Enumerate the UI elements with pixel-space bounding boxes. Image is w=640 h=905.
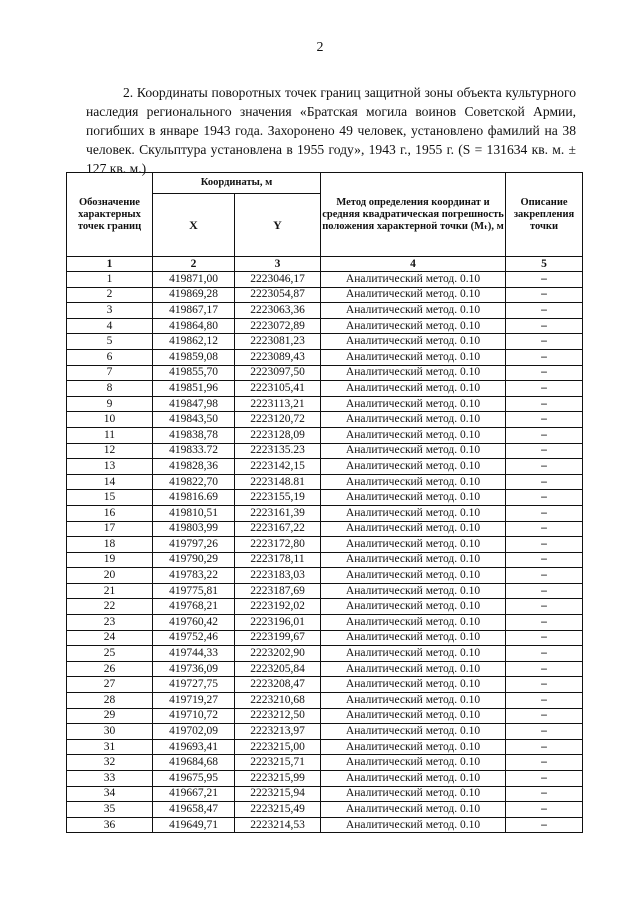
cell-y-coordinate: 2223183,03 [235,568,321,584]
cell-fixing-description: – [506,568,583,584]
cell-x-coordinate: 419693,41 [153,739,235,755]
table-row [67,568,583,584]
header-method: Метод определения координат и средняя квадратическая погрешность положения характерной точки (Mₜ), м [321,173,506,257]
cell-x-coordinate: 419702,09 [153,724,235,740]
cell-point-number: 23 [67,615,153,631]
cell-fixing-description: – [506,786,583,802]
cell-method: Аналитический метод. 0.10 [321,303,506,319]
cell-y-coordinate: 2223215,71 [235,755,321,771]
column-number: 1 [67,257,153,272]
cell-method: Аналитический метод. 0.10 [321,755,506,771]
table-row [67,490,583,506]
cell-method: Аналитический метод. 0.10 [321,272,506,288]
cell-fixing-description: – [506,661,583,677]
cell-x-coordinate: 419658,47 [153,802,235,818]
cell-point-number: 5 [67,334,153,350]
cell-method: Аналитический метод. 0.10 [321,677,506,693]
cell-fixing-description: – [506,334,583,350]
cell-fixing-description: – [506,412,583,428]
table-row [67,287,583,303]
cell-fixing-description: – [506,443,583,459]
cell-x-coordinate: 419810,51 [153,505,235,521]
cell-point-number: 26 [67,661,153,677]
table-row [67,755,583,771]
cell-y-coordinate: 2223142,15 [235,459,321,475]
table-row [67,521,583,537]
cell-y-coordinate: 2223210,68 [235,693,321,709]
cell-y-coordinate: 2223215,49 [235,802,321,818]
cell-fixing-description: – [506,802,583,818]
cell-x-coordinate: 419675,95 [153,771,235,787]
cell-y-coordinate: 2223148.81 [235,474,321,490]
cell-y-coordinate: 2223213,97 [235,724,321,740]
cell-method: Аналитический метод. 0.10 [321,318,506,334]
cell-x-coordinate: 419838,78 [153,427,235,443]
cell-y-coordinate: 2223097,50 [235,365,321,381]
cell-point-number: 9 [67,396,153,412]
cell-method: Аналитический метод. 0.10 [321,381,506,397]
cell-y-coordinate: 2223063,36 [235,303,321,319]
cell-point-number: 30 [67,724,153,740]
intro-paragraph [86,83,576,179]
table-row [67,318,583,334]
header-x: X [153,194,235,257]
cell-method: Аналитический метод. 0.10 [321,459,506,475]
cell-x-coordinate: 419783,22 [153,568,235,584]
cell-y-coordinate: 2223054,87 [235,287,321,303]
cell-fixing-description: – [506,537,583,553]
cell-x-coordinate: 419843,50 [153,412,235,428]
cell-method: Аналитический метод. 0.10 [321,817,506,833]
cell-point-number: 7 [67,365,153,381]
cell-point-number: 36 [67,817,153,833]
cell-x-coordinate: 419752,46 [153,630,235,646]
cell-x-coordinate: 419736,09 [153,661,235,677]
cell-x-coordinate: 419775,81 [153,583,235,599]
table-row [67,583,583,599]
cell-point-number: 31 [67,739,153,755]
cell-method: Аналитический метод. 0.10 [321,786,506,802]
header-y: Y [235,194,321,257]
table-row [67,412,583,428]
table-row [67,552,583,568]
cell-x-coordinate: 419855,70 [153,365,235,381]
table-row [67,786,583,802]
table-row [67,615,583,631]
cell-point-number: 21 [67,583,153,599]
cell-y-coordinate: 2223205,84 [235,661,321,677]
cell-point-number: 12 [67,443,153,459]
cell-y-coordinate: 2223215,99 [235,771,321,787]
cell-x-coordinate: 419871,00 [153,272,235,288]
cell-point-number: 34 [67,786,153,802]
cell-fixing-description: – [506,739,583,755]
cell-y-coordinate: 2223199,67 [235,630,321,646]
table-row [67,474,583,490]
cell-y-coordinate: 2223120,72 [235,412,321,428]
cell-point-number: 18 [67,537,153,553]
cell-fixing-description: – [506,817,583,833]
table-row [67,272,583,288]
cell-y-coordinate: 2223113,21 [235,396,321,412]
cell-method: Аналитический метод. 0.10 [321,552,506,568]
cell-fixing-description: – [506,396,583,412]
cell-y-coordinate: 2223046,17 [235,272,321,288]
cell-point-number: 14 [67,474,153,490]
cell-point-number: 2 [67,287,153,303]
cell-fixing-description: – [506,303,583,319]
table-row [67,739,583,755]
table-row [67,724,583,740]
cell-method: Аналитический метод. 0.10 [321,427,506,443]
table-row [67,396,583,412]
cell-y-coordinate: 2223192,02 [235,599,321,615]
cell-x-coordinate: 419790,29 [153,552,235,568]
table-row [67,443,583,459]
cell-method: Аналитический метод. 0.10 [321,412,506,428]
cell-x-coordinate: 419859,08 [153,349,235,365]
cell-x-coordinate: 419727,75 [153,677,235,693]
cell-point-number: 27 [67,677,153,693]
cell-method: Аналитический метод. 0.10 [321,615,506,631]
cell-method: Аналитический метод. 0.10 [321,630,506,646]
cell-y-coordinate: 2223081,23 [235,334,321,350]
cell-y-coordinate: 2223089,43 [235,349,321,365]
intro-text: 2. Координаты поворотных точек границ защитной зоны объекта культурного наследия регионального значения «Братская могила воинов Советской Армии, погибших в январе 1943 года. Захоронено 49 человек, установлено фамилий на 38 человек. Скульптура установлена в 1955 году», 1943 г., 1955 г. (S = 131634 кв. м. ± 127 кв. м.) [86,84,576,177]
table-row [67,537,583,553]
cell-method: Аналитический метод. 0.10 [321,724,506,740]
cell-x-coordinate: 419744,33 [153,646,235,662]
cell-method: Аналитический метод. 0.10 [321,708,506,724]
cell-y-coordinate: 2223135.23 [235,443,321,459]
cell-method: Аналитический метод. 0.10 [321,802,506,818]
page-number: 2 [316,40,324,55]
table-row [67,334,583,350]
cell-x-coordinate: 419710,72 [153,708,235,724]
table-row [67,427,583,443]
cell-x-coordinate: 419719,27 [153,693,235,709]
column-number: 4 [321,257,506,272]
table-row [67,349,583,365]
cell-fixing-description: – [506,630,583,646]
cell-point-number: 19 [67,552,153,568]
table-row [67,303,583,319]
cell-fixing-description: – [506,381,583,397]
column-number: 5 [506,257,583,272]
cell-point-number: 24 [67,630,153,646]
cell-fixing-description: – [506,724,583,740]
cell-fixing-description: – [506,583,583,599]
cell-y-coordinate: 2223187,69 [235,583,321,599]
cell-x-coordinate: 419649,71 [153,817,235,833]
table-row [67,505,583,521]
cell-point-number: 10 [67,412,153,428]
table-row [67,693,583,709]
column-number: 2 [153,257,235,272]
cell-x-coordinate: 419864,80 [153,318,235,334]
table-row [67,599,583,615]
cell-fixing-description: – [506,599,583,615]
cell-y-coordinate: 2223215,94 [235,786,321,802]
cell-point-number: 32 [67,755,153,771]
cell-point-number: 17 [67,521,153,537]
cell-method: Аналитический метод. 0.10 [321,365,506,381]
cell-method: Аналитический метод. 0.10 [321,771,506,787]
table-row [67,459,583,475]
cell-fixing-description: – [506,349,583,365]
cell-fixing-description: – [506,272,583,288]
cell-method: Аналитический метод. 0.10 [321,490,506,506]
cell-x-coordinate: 419851,96 [153,381,235,397]
cell-method: Аналитический метод. 0.10 [321,349,506,365]
cell-fixing-description: – [506,521,583,537]
cell-y-coordinate: 2223215,00 [235,739,321,755]
table-row [67,661,583,677]
cell-fixing-description: – [506,693,583,709]
cell-y-coordinate: 2223214,53 [235,817,321,833]
table-row [67,708,583,724]
cell-point-number: 15 [67,490,153,506]
cell-fixing-description: – [506,771,583,787]
cell-point-number: 4 [67,318,153,334]
table-row [67,646,583,662]
header-point-designation: Обозначение характерных точек границ [67,173,153,257]
header-coordinates: Координаты, м [153,173,321,194]
cell-point-number: 6 [67,349,153,365]
cell-x-coordinate: 419822,70 [153,474,235,490]
cell-fixing-description: – [506,459,583,475]
coordinates-table [66,172,583,833]
cell-x-coordinate: 419847,98 [153,396,235,412]
cell-y-coordinate: 2223202,90 [235,646,321,662]
column-number: 3 [235,257,321,272]
cell-method: Аналитический метод. 0.10 [321,334,506,350]
cell-method: Аналитический метод. 0.10 [321,505,506,521]
table-row [67,381,583,397]
cell-fixing-description: – [506,677,583,693]
cell-method: Аналитический метод. 0.10 [321,739,506,755]
cell-point-number: 25 [67,646,153,662]
cell-x-coordinate: 419828,36 [153,459,235,475]
cell-x-coordinate: 419797,26 [153,537,235,553]
cell-fixing-description: – [506,365,583,381]
cell-method: Аналитический метод. 0.10 [321,521,506,537]
cell-fixing-description: – [506,646,583,662]
cell-y-coordinate: 2223161,39 [235,505,321,521]
cell-y-coordinate: 2223212,50 [235,708,321,724]
cell-x-coordinate: 419869,28 [153,287,235,303]
cell-point-number: 33 [67,771,153,787]
cell-method: Аналитический метод. 0.10 [321,583,506,599]
table-body [67,272,583,833]
cell-x-coordinate: 419803,99 [153,521,235,537]
cell-y-coordinate: 2223208,47 [235,677,321,693]
cell-method: Аналитический метод. 0.10 [321,474,506,490]
cell-x-coordinate: 419768,21 [153,599,235,615]
cell-fixing-description: – [506,755,583,771]
cell-point-number: 16 [67,505,153,521]
cell-point-number: 3 [67,303,153,319]
cell-point-number: 35 [67,802,153,818]
cell-method: Аналитический метод. 0.10 [321,646,506,662]
cell-method: Аналитический метод. 0.10 [321,568,506,584]
cell-method: Аналитический метод. 0.10 [321,661,506,677]
cell-point-number: 22 [67,599,153,615]
cell-fixing-description: – [506,708,583,724]
cell-x-coordinate: 419833.72 [153,443,235,459]
cell-method: Аналитический метод. 0.10 [321,396,506,412]
cell-fixing-description: – [506,552,583,568]
cell-method: Аналитический метод. 0.10 [321,287,506,303]
cell-x-coordinate: 419684,68 [153,755,235,771]
cell-method: Аналитический метод. 0.10 [321,693,506,709]
cell-y-coordinate: 2223072,89 [235,318,321,334]
cell-fixing-description: – [506,318,583,334]
table-row [67,630,583,646]
cell-x-coordinate: 419760,42 [153,615,235,631]
table-row [67,365,583,381]
cell-method: Аналитический метод. 0.10 [321,443,506,459]
cell-x-coordinate: 419816.69 [153,490,235,506]
cell-fixing-description: – [506,287,583,303]
cell-y-coordinate: 2223128,09 [235,427,321,443]
cell-point-number: 11 [67,427,153,443]
cell-y-coordinate: 2223105,41 [235,381,321,397]
cell-y-coordinate: 2223167,22 [235,521,321,537]
table-row [67,802,583,818]
table-row [67,817,583,833]
cell-y-coordinate: 2223155,19 [235,490,321,506]
cell-y-coordinate: 2223178,11 [235,552,321,568]
cell-point-number: 13 [67,459,153,475]
cell-fixing-description: – [506,490,583,506]
cell-method: Аналитический метод. 0.10 [321,537,506,553]
cell-fixing-description: – [506,474,583,490]
cell-fixing-description: – [506,615,583,631]
cell-point-number: 28 [67,693,153,709]
cell-x-coordinate: 419667,21 [153,786,235,802]
cell-y-coordinate: 2223172,80 [235,537,321,553]
cell-point-number: 8 [67,381,153,397]
cell-x-coordinate: 419862,12 [153,334,235,350]
table-row [67,677,583,693]
cell-point-number: 29 [67,708,153,724]
cell-fixing-description: – [506,427,583,443]
cell-point-number: 1 [67,272,153,288]
cell-y-coordinate: 2223196,01 [235,615,321,631]
cell-point-number: 20 [67,568,153,584]
header-fixing-description: Описание закрепления точки [506,173,583,257]
cell-fixing-description: – [506,505,583,521]
table-row [67,771,583,787]
cell-x-coordinate: 419867,17 [153,303,235,319]
cell-method: Аналитический метод. 0.10 [321,599,506,615]
